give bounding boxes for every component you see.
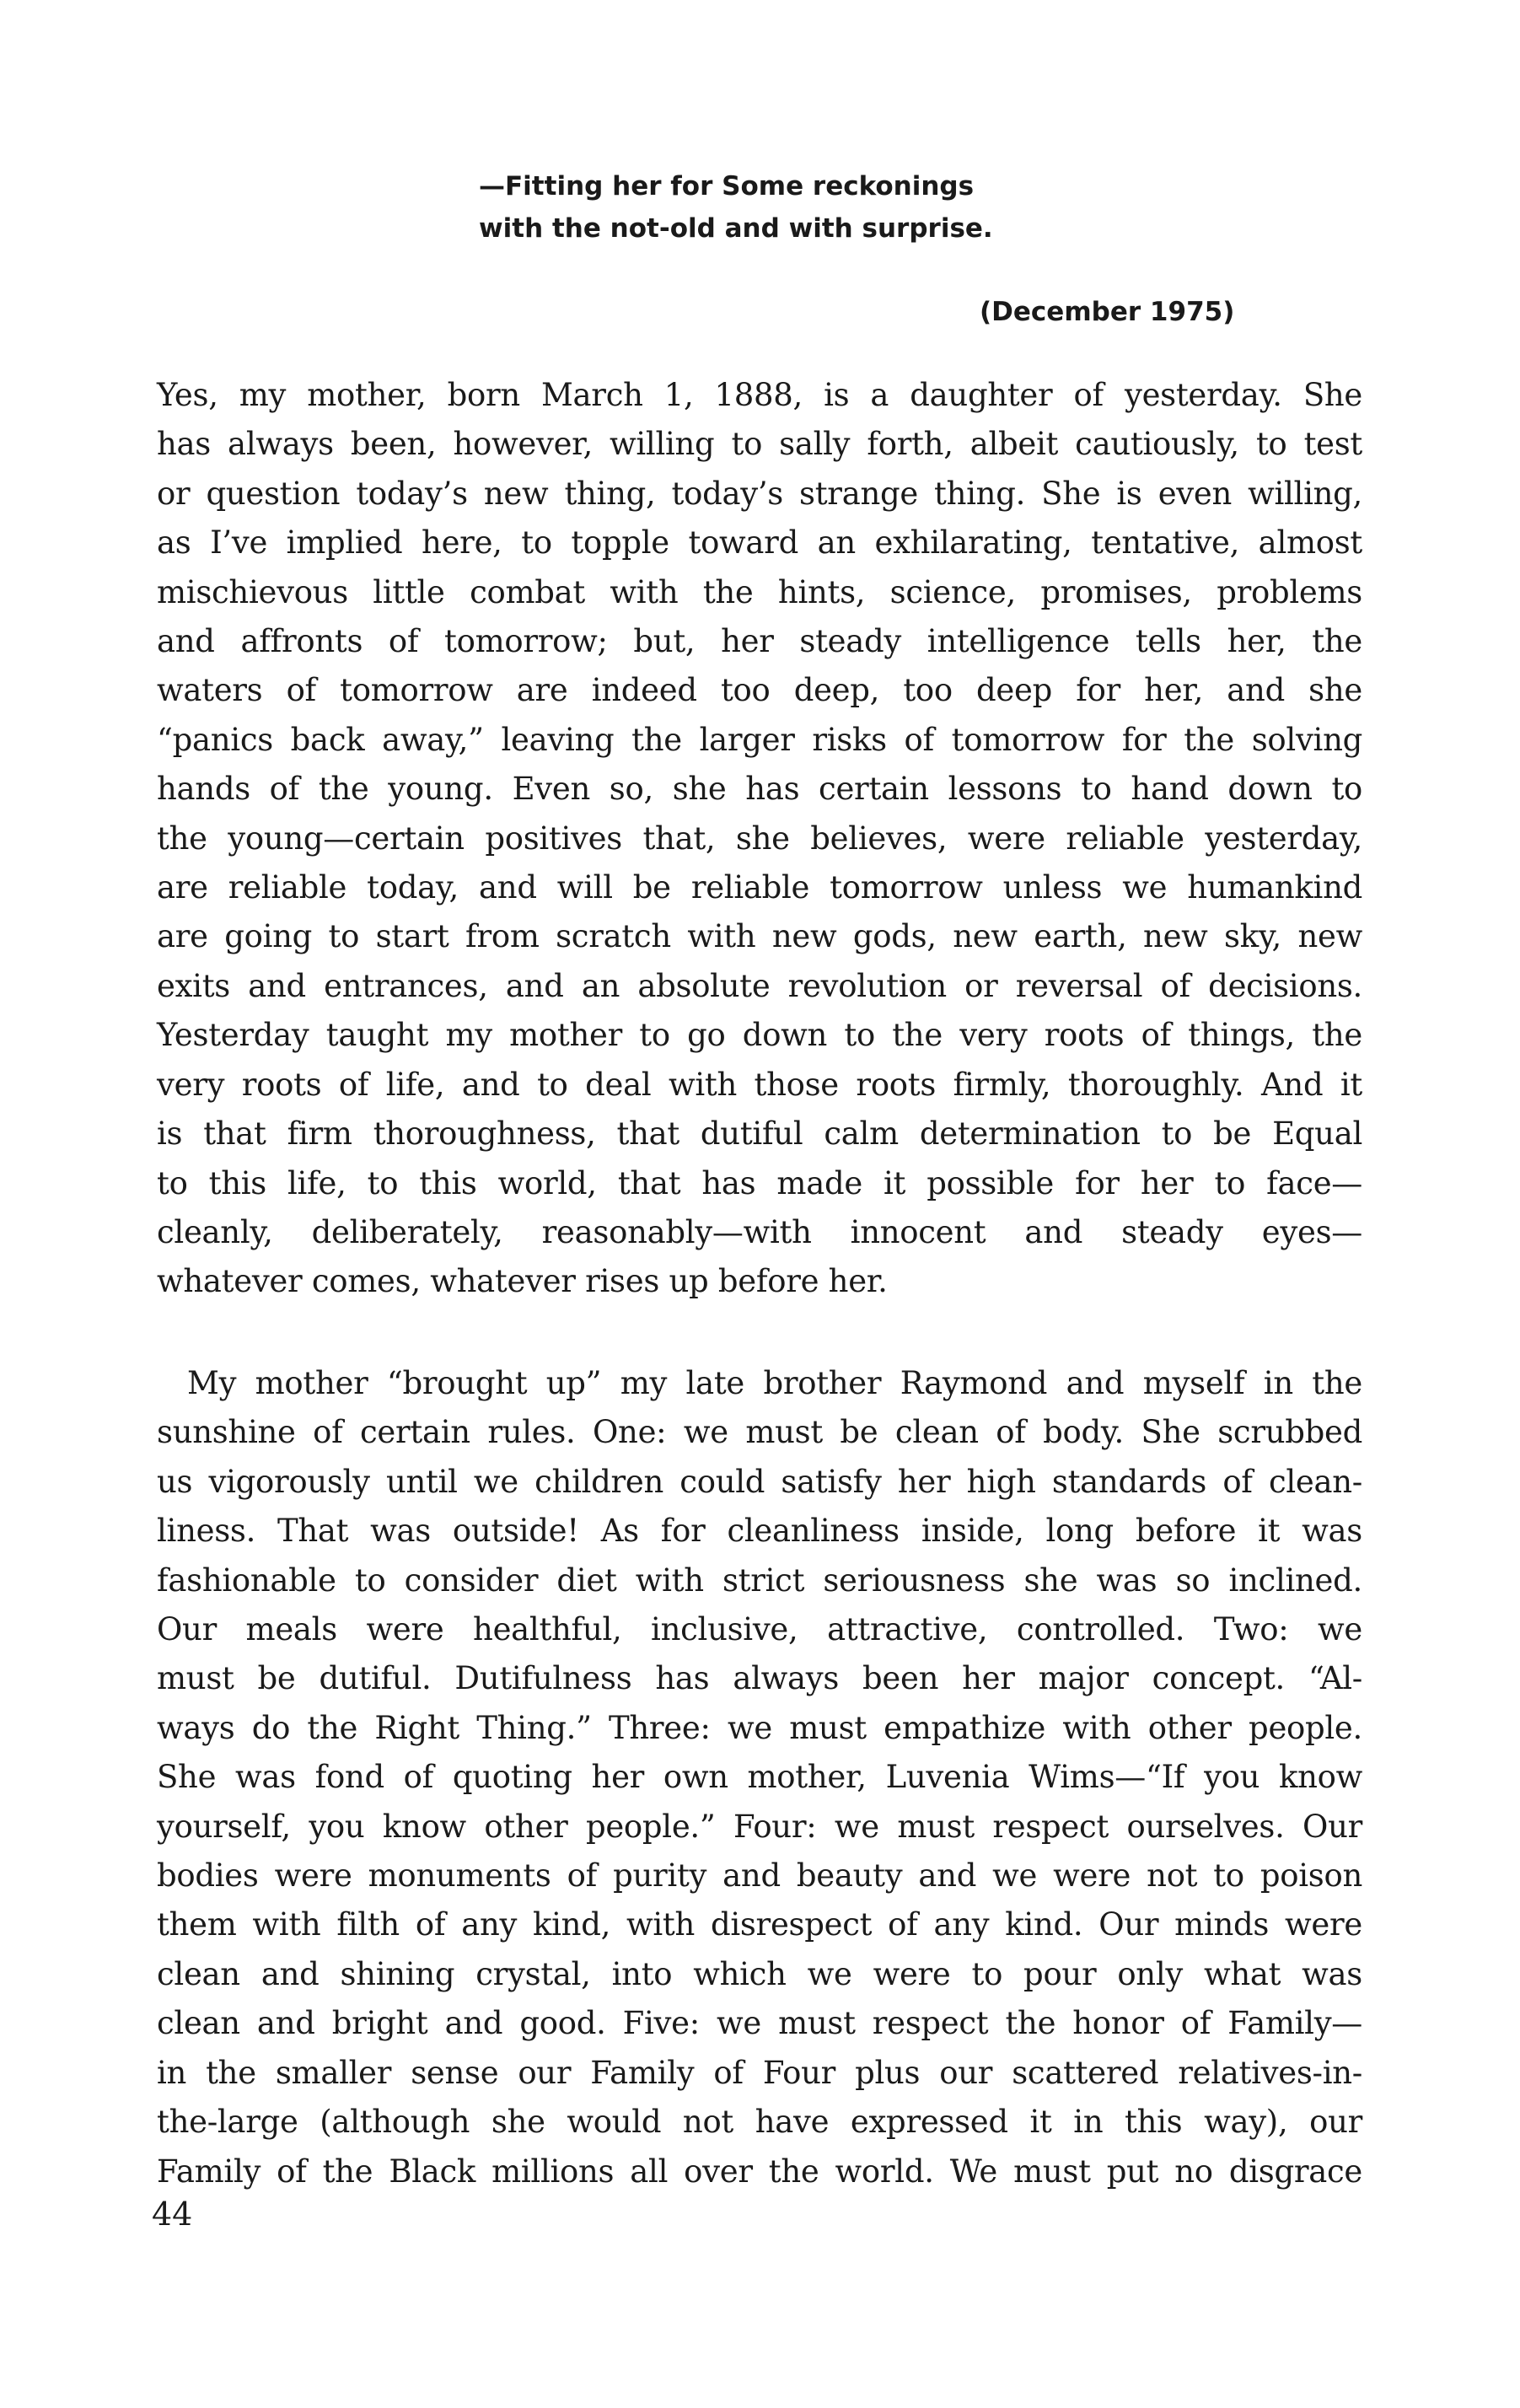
text-line: My mother “brought up” my late brother Raymond and myself in the (187, 1365, 1362, 1401)
text-line: and affronts of tomorrow; but, her steady intelligence tells her, the (157, 623, 1362, 660)
text-line: in the smaller sense our Family of Four plus our scattered relatives-in- (157, 2054, 1362, 2091)
epigraph-line-2: with the not-old and with surprise. (479, 213, 993, 244)
text-line: or question today’s new thing, today’s strange thing. She is even willing, (157, 475, 1362, 512)
epigraph-date: (December 1975) (980, 297, 1235, 327)
text-line: to this life, to this world, that has made it possible for her to face— (157, 1164, 1362, 1201)
text-line: Yes, my mother, born March 1, 1888, is a daughter of yesterday. She (157, 377, 1362, 413)
text-line: bodies were monuments of purity and beauty and we were not to poison (157, 1857, 1362, 1895)
epigraph-line-1: —Fitting her for Some reckonings (479, 171, 975, 202)
epigraph (479, 165, 993, 250)
page-number: 44 (152, 2196, 193, 2233)
text-line: cleanly, deliberately, reasonably—with innocent and steady eyes— (157, 1213, 1362, 1250)
body-paragraph-2 (157, 1359, 1362, 2196)
text-line: are going to start from scratch with new gods, new earth, new sky, new (157, 918, 1362, 955)
text-line: Our meals were healthful, inclusive, attractive, controlled. Two: we (157, 1611, 1362, 1648)
text-line: hands of the young. Even so, she has certain lessons to hand down to (157, 771, 1362, 808)
text-line: She was fond of quoting her own mother, Luvenia Wims—“If you know (157, 1759, 1362, 1796)
text-line: liness. That was outside! As for cleanliness inside, long before it was (157, 1513, 1362, 1550)
text-line: as I’ve implied here, to topple toward an exhilarating, tentative, almost (157, 524, 1362, 562)
text-line: ways do the Right Thing.” Three: we must empathize with other people. (157, 1709, 1362, 1746)
text-line: must be dutiful. Dutifulness has always been her major concept. “Al- (157, 1660, 1362, 1697)
text-line: Family of the Black millions all over the world. We must put no disgrace (157, 2153, 1362, 2190)
text-line: sunshine of certain rules. One: we must be clean of body. She scrubbed (157, 1414, 1362, 1451)
text-line: has always been, however, willing to sally forth, albeit cautiously, to test (157, 426, 1362, 463)
text-line: mischievous little combat with the hints, science, promises, problems (157, 573, 1362, 610)
text-line: us vigorously until we children could satisfy her high standards of clean- (157, 1463, 1362, 1500)
text-line: yourself, you know other people.” Four: we must respect ourselves. Our (157, 1808, 1362, 1845)
text-line: the-large (although she would not have expressed it in this way), our (157, 2104, 1362, 2141)
text-line: clean and bright and good. Five: we must respect the honor of Family— (157, 2005, 1362, 2042)
text-line: Yesterday taught my mother to go down to the very roots of things, the (157, 1017, 1362, 1054)
text-line: “panics back away,” leaving the larger risks of tomorrow for the solving (157, 721, 1362, 758)
text-line: very roots of life, and to deal with those roots firmly, thoroughly. And it (157, 1066, 1362, 1103)
text-line: clean and shining crystal, into which we were to pour only what was (157, 1955, 1362, 1992)
text-line: exits and entrances, and an absolute revolution or reversal of decisions. (157, 967, 1362, 1004)
text-line: them with filth of any kind, with disrespect of any kind. Our minds were (157, 1906, 1362, 1943)
text-line: waters of tomorrow are indeed too deep, too deep for her, and she (157, 672, 1362, 709)
text-line: fashionable to consider diet with strict seriousness she was so inclined. (157, 1561, 1362, 1599)
text-line: the young—certain positives that, she believes, were reliable yesterday, (157, 820, 1362, 857)
body-paragraph-1 (157, 371, 1362, 1307)
text-line: is that firm thoroughness, that dutiful calm determination to be Equal (157, 1115, 1362, 1153)
text-line: whatever comes, whatever rises up before her. (157, 1263, 888, 1300)
text-line: are reliable today, and will be reliable tomorrow unless we humankind (157, 869, 1362, 906)
